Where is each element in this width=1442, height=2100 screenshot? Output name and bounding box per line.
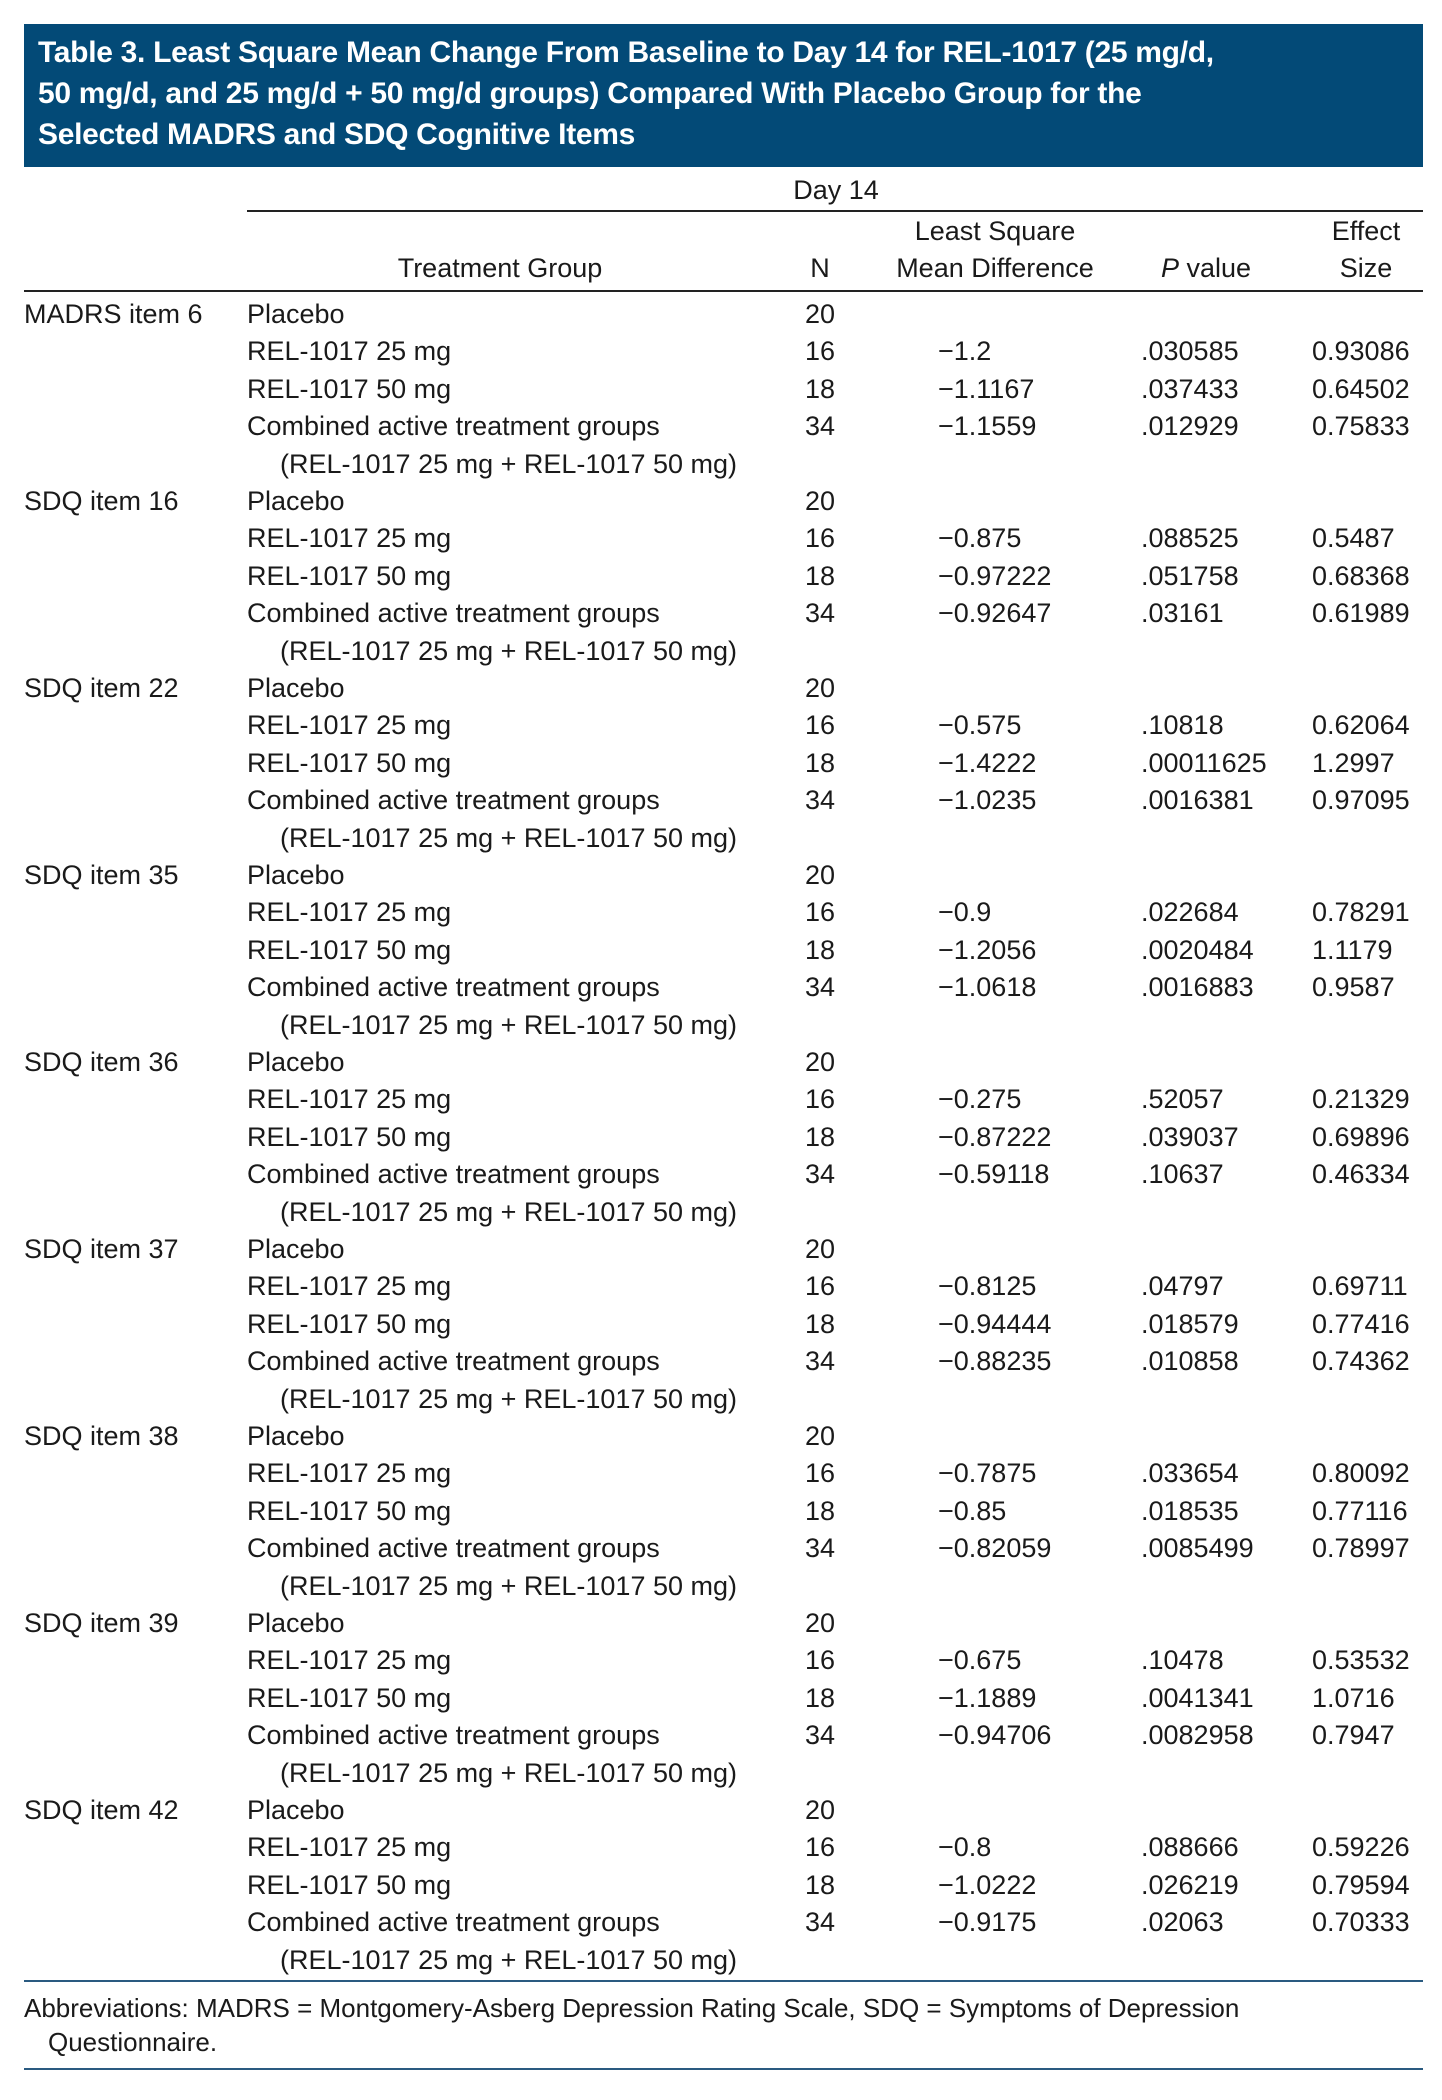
table-row [0, 969, 1442, 1006]
lsmd-value: −0.94444 [938, 1308, 1052, 1339]
p-value: .026219 [1141, 1869, 1239, 1900]
effect-size: 0.77416 [1312, 1308, 1410, 1339]
header-treatment-group: Treatment Group [397, 253, 603, 283]
n-value: 34 [805, 785, 836, 816]
table-row [0, 1081, 1442, 1118]
table-row [0, 1119, 1442, 1156]
treatment-group: REL-1017 50 mg [247, 1121, 452, 1152]
treatment-group: Placebo [247, 1421, 345, 1451]
treatment-group: Placebo [247, 1608, 345, 1638]
lsmd-value: −1.0235 [938, 785, 1037, 816]
n-value: 20 [805, 486, 836, 516]
treatment-group: REL-1017 25 mg [247, 897, 452, 928]
treatment-group: REL-1017 25 mg [247, 1458, 452, 1489]
effect-size: 0.7947 [1312, 1720, 1395, 1751]
n-value: 18 [805, 1495, 836, 1526]
treatment-group: REL-1017 25 mg [247, 710, 452, 741]
table-row [0, 296, 1442, 333]
table-row-continuation [0, 446, 1442, 483]
effect-size: 0.79594 [1312, 1869, 1410, 1900]
table-row [0, 670, 1442, 707]
n-value: 18 [805, 747, 836, 778]
effect-size: 0.69896 [1312, 1121, 1410, 1152]
lsmd-value: −0.88235 [938, 1346, 1052, 1377]
table-row [0, 1156, 1442, 1193]
table-row [0, 745, 1442, 782]
effect-size: 0.80092 [1312, 1458, 1410, 1489]
treatment-group: Combined active treatment groups [247, 411, 660, 442]
effect-size: 1.2997 [1312, 747, 1395, 778]
table-row [0, 1343, 1442, 1380]
combined-groups-detail: (REL-1017 25 mg + REL-1017 50 mg) [280, 1196, 737, 1227]
lsmd-value: −1.2 [938, 336, 992, 367]
combined-groups-detail: (REL-1017 25 mg + REL-1017 50 mg) [280, 822, 737, 853]
header-effect-line1: Effect [1331, 216, 1401, 246]
n-value: 16 [805, 1645, 836, 1676]
effect-size: 0.78291 [1312, 897, 1410, 928]
effect-size: 0.70333 [1312, 1907, 1410, 1938]
header-lsmd-line1: Least Square [914, 216, 1076, 246]
table-row [0, 1268, 1442, 1305]
table-row [0, 782, 1442, 819]
table-row [0, 1829, 1442, 1866]
lsmd-value: −0.575 [938, 710, 1022, 741]
lsmd-value: −0.97222 [938, 560, 1052, 591]
treatment-group: REL-1017 50 mg [247, 747, 452, 778]
p-value: .52057 [1141, 1084, 1224, 1115]
table-row [0, 1642, 1442, 1679]
effect-size: 0.77116 [1312, 1495, 1408, 1526]
table-row-continuation [0, 1007, 1442, 1044]
table-title [24, 24, 1423, 167]
combined-groups-detail: (REL-1017 25 mg + REL-1017 50 mg) [280, 1383, 737, 1414]
p-value: .0082958 [1141, 1720, 1254, 1751]
footnote-line2: Questionnaire. [48, 2027, 218, 2057]
table-row [0, 371, 1442, 408]
lsmd-value: −1.4222 [938, 747, 1037, 778]
treatment-group: Placebo [247, 673, 345, 703]
table-row [0, 1493, 1442, 1530]
lsmd-value: −0.94706 [938, 1720, 1052, 1751]
treatment-group: REL-1017 50 mg [247, 1682, 452, 1713]
header-n: N [810, 253, 830, 283]
lsmd-value: −0.87222 [938, 1121, 1052, 1152]
table-row [0, 408, 1442, 445]
p-value: .051758 [1141, 560, 1239, 591]
combined-groups-detail: (REL-1017 25 mg + REL-1017 50 mg) [280, 635, 737, 666]
header-effect-line2: Size [1339, 253, 1393, 283]
header-p-rest: value [1178, 253, 1252, 283]
n-value: 20 [805, 1421, 836, 1451]
treatment-group: Placebo [247, 1795, 345, 1825]
n-value: 34 [805, 1533, 836, 1564]
measure-label: SDQ item 38 [24, 1421, 179, 1451]
effect-size: 1.1179 [1312, 934, 1393, 965]
n-value: 34 [805, 1159, 836, 1190]
n-value: 34 [805, 598, 836, 629]
effect-size: 0.93086 [1312, 336, 1410, 367]
treatment-group: Placebo [247, 486, 345, 516]
table-row [0, 894, 1442, 931]
effect-size: 0.97095 [1312, 785, 1410, 816]
treatment-group: REL-1017 25 mg [247, 1084, 452, 1115]
n-value: 18 [805, 1308, 836, 1339]
n-value: 20 [805, 673, 836, 703]
table-row-continuation [0, 1381, 1442, 1418]
effect-size: 0.53532 [1312, 1645, 1410, 1676]
treatment-group: REL-1017 25 mg [247, 1645, 452, 1676]
effect-size: 0.75833 [1312, 411, 1410, 442]
p-value: .04797 [1141, 1271, 1224, 1302]
p-value: .030585 [1141, 336, 1239, 367]
lsmd-value: −0.675 [938, 1645, 1022, 1676]
measure-label: SDQ item 35 [24, 860, 179, 890]
table-row [0, 520, 1442, 557]
n-value: 34 [805, 1907, 836, 1938]
p-value: .0016883 [1141, 972, 1254, 1003]
n-value: 18 [805, 560, 836, 591]
effect-size: 0.74362 [1312, 1346, 1410, 1377]
p-value: .018579 [1141, 1308, 1239, 1339]
treatment-group: Placebo [247, 860, 345, 890]
table-row [0, 1605, 1442, 1642]
lsmd-value: −0.85 [938, 1495, 1007, 1526]
p-value: .0041341 [1141, 1682, 1254, 1713]
p-value: .010858 [1141, 1346, 1239, 1377]
table-row-continuation [0, 633, 1442, 670]
measure-label: SDQ item 22 [24, 673, 179, 703]
p-value: .02063 [1141, 1907, 1224, 1938]
lsmd-value: −1.1889 [938, 1682, 1037, 1713]
header-lsmd-line2: Mean Difference [896, 253, 1094, 283]
treatment-group: Placebo [247, 1234, 345, 1264]
lsmd-value: −0.8125 [938, 1271, 1037, 1302]
table-row [0, 483, 1442, 520]
effect-size: 0.61989 [1312, 598, 1410, 629]
n-value: 18 [805, 373, 836, 404]
measure-label: SDQ item 36 [24, 1047, 179, 1077]
treatment-group: Combined active treatment groups [247, 1907, 660, 1938]
n-value: 20 [805, 299, 836, 329]
n-value: 20 [805, 1795, 836, 1825]
measure-label: SDQ item 16 [24, 486, 179, 516]
table-row [0, 1680, 1442, 1717]
p-value: .10637 [1141, 1159, 1224, 1190]
table-row-continuation [0, 1942, 1442, 1979]
p-value: .10818 [1141, 710, 1224, 741]
treatment-group: Combined active treatment groups [247, 1533, 660, 1564]
treatment-group: Combined active treatment groups [247, 1720, 660, 1751]
treatment-group: REL-1017 50 mg [247, 373, 452, 404]
title-line: Table 3. Least Square Mean Change From Baseline to Day 14 for REL-1017 (25 mg/d, [38, 36, 1214, 69]
n-value: 34 [805, 1720, 836, 1751]
table-row [0, 1455, 1442, 1492]
effect-size: 0.64502 [1312, 373, 1410, 404]
n-value: 34 [805, 972, 836, 1003]
treatment-group: REL-1017 50 mg [247, 1308, 452, 1339]
p-value: .018535 [1141, 1495, 1239, 1526]
n-value: 16 [805, 1084, 836, 1115]
n-value: 34 [805, 1346, 836, 1377]
table-row [0, 932, 1442, 969]
table-row [0, 558, 1442, 595]
table-row [0, 333, 1442, 370]
table-row [0, 1867, 1442, 1904]
p-value: .0020484 [1141, 934, 1254, 965]
effect-size: 0.62064 [1312, 710, 1410, 741]
table-row [0, 1904, 1442, 1941]
p-value: .03161 [1141, 598, 1224, 629]
n-value: 20 [805, 1608, 836, 1638]
treatment-group: REL-1017 25 mg [247, 336, 452, 367]
n-value: 16 [805, 1832, 836, 1863]
effect-size: 0.46334 [1312, 1159, 1410, 1190]
measure-label: SDQ item 39 [24, 1608, 179, 1638]
combined-groups-detail: (REL-1017 25 mg + REL-1017 50 mg) [280, 448, 737, 479]
lsmd-value: −0.275 [938, 1084, 1022, 1115]
title-line: 50 mg/d, and 25 mg/d + 50 mg/d groups) Compared With Placebo Group for the [38, 77, 1142, 110]
p-value: .00011625 [1141, 747, 1267, 778]
footnote-bottom-rule [24, 2068, 1423, 2070]
combined-groups-detail: (REL-1017 25 mg + REL-1017 50 mg) [280, 1570, 737, 1601]
title-line: Selected MADRS and SDQ Cognitive Items [38, 118, 636, 151]
lsmd-value: −0.9175 [938, 1907, 1037, 1938]
effect-size: 0.78997 [1312, 1533, 1410, 1564]
effect-size: 1.0716 [1312, 1682, 1395, 1713]
table-row [0, 857, 1442, 894]
p-value: .088666 [1141, 1832, 1239, 1863]
effect-size: 0.68368 [1312, 560, 1410, 591]
table-row [0, 1717, 1442, 1754]
table-row-continuation [0, 1568, 1442, 1605]
p-value: .088525 [1141, 523, 1239, 554]
treatment-group: Placebo [247, 1047, 345, 1077]
combined-groups-detail: (REL-1017 25 mg + REL-1017 50 mg) [280, 1944, 737, 1975]
effect-size: 0.21329 [1312, 1084, 1410, 1115]
p-value: .10478 [1141, 1645, 1224, 1676]
treatment-group: REL-1017 25 mg [247, 1271, 452, 1302]
measure-label: MADRS item 6 [24, 299, 203, 329]
table-row [0, 1530, 1442, 1567]
day-14-span-header: Day 14 [793, 175, 879, 205]
span-divider [247, 210, 1423, 212]
table-row-continuation [0, 820, 1442, 857]
lsmd-value: −1.0222 [938, 1869, 1037, 1900]
p-value: .037433 [1141, 373, 1239, 404]
footnote-line1: Abbreviations: MADRS = Montgomery-Asberg Depression Rating Scale, SDQ = Symptoms of Depression [24, 1993, 1240, 2023]
treatment-group: Combined active treatment groups [247, 1159, 660, 1190]
n-value: 16 [805, 1271, 836, 1302]
measure-label: SDQ item 37 [24, 1234, 179, 1264]
table-row [0, 1306, 1442, 1343]
lsmd-value: −1.0618 [938, 972, 1037, 1003]
n-value: 20 [805, 1047, 836, 1077]
table-row [0, 707, 1442, 744]
lsmd-value: −0.9 [938, 897, 992, 928]
table-row [0, 1418, 1442, 1455]
table-row [0, 595, 1442, 632]
table-bottom-rule [24, 1980, 1423, 1982]
lsmd-value: −0.7875 [938, 1458, 1037, 1489]
treatment-group: REL-1017 50 mg [247, 1869, 452, 1900]
treatment-group: Combined active treatment groups [247, 1346, 660, 1377]
n-value: 18 [805, 934, 836, 965]
lsmd-value: −0.82059 [938, 1533, 1052, 1564]
table-row [0, 1231, 1442, 1268]
table-row-continuation [0, 1194, 1442, 1231]
treatment-group: Placebo [247, 299, 345, 329]
n-value: 20 [805, 860, 836, 890]
lsmd-value: −0.8 [938, 1832, 992, 1863]
header-p-value [1161, 250, 1251, 287]
treatment-group: REL-1017 50 mg [247, 1495, 452, 1526]
lsmd-value: −0.875 [938, 523, 1022, 554]
n-value: 16 [805, 523, 836, 554]
treatment-group: REL-1017 25 mg [247, 523, 452, 554]
lsmd-value: −0.92647 [938, 598, 1052, 629]
n-value: 20 [805, 1234, 836, 1264]
n-value: 18 [805, 1121, 836, 1152]
lsmd-value: −1.1559 [938, 411, 1037, 442]
n-value: 16 [805, 897, 836, 928]
lsmd-value: −0.59118 [938, 1159, 1050, 1190]
n-value: 16 [805, 710, 836, 741]
treatment-group: Combined active treatment groups [247, 785, 660, 816]
p-value: .0016381 [1141, 785, 1254, 816]
table-row [0, 1792, 1442, 1829]
p-value: .039037 [1141, 1121, 1239, 1152]
header-divider [24, 290, 1423, 292]
n-value: 18 [805, 1869, 836, 1900]
combined-groups-detail: (REL-1017 25 mg + REL-1017 50 mg) [280, 1757, 737, 1788]
effect-size: 0.5487 [1312, 523, 1395, 554]
treatment-group: REL-1017 50 mg [247, 560, 452, 591]
table-row-continuation [0, 1755, 1442, 1792]
p-value: .0085499 [1141, 1533, 1254, 1564]
p-value: .022684 [1141, 897, 1239, 928]
n-value: 16 [805, 1458, 836, 1489]
p-value: .012929 [1141, 411, 1239, 442]
treatment-group: REL-1017 50 mg [247, 934, 452, 965]
lsmd-value: −1.2056 [938, 934, 1037, 965]
effect-size: 0.69711 [1312, 1271, 1408, 1302]
n-value: 34 [805, 411, 836, 442]
header-p-italic: P [1160, 253, 1179, 283]
lsmd-value: −1.1167 [938, 373, 1035, 404]
measure-label: SDQ item 42 [24, 1795, 179, 1825]
treatment-group: Combined active treatment groups [247, 972, 660, 1003]
treatment-group: REL-1017 25 mg [247, 1832, 452, 1863]
effect-size: 0.9587 [1312, 972, 1395, 1003]
table-row [0, 1044, 1442, 1081]
n-value: 16 [805, 336, 836, 367]
combined-groups-detail: (REL-1017 25 mg + REL-1017 50 mg) [280, 1009, 737, 1040]
effect-size: 0.59226 [1312, 1832, 1410, 1863]
n-value: 18 [805, 1682, 836, 1713]
p-value: .033654 [1141, 1458, 1239, 1489]
treatment-group: Combined active treatment groups [247, 598, 660, 629]
